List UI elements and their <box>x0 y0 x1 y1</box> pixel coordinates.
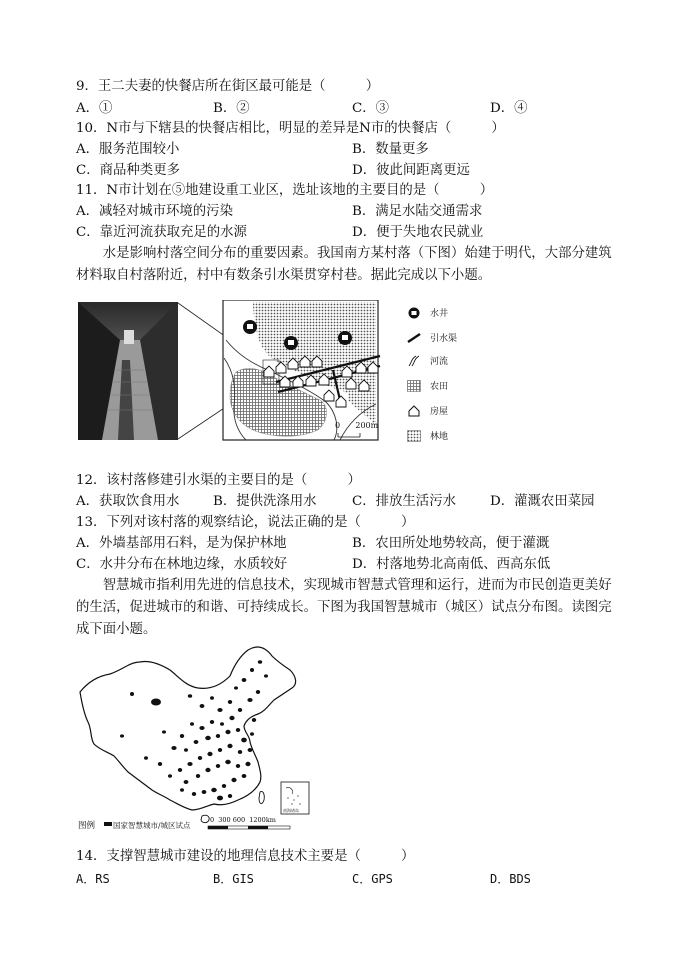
scale-label: 0 200m <box>335 421 379 430</box>
q14-stem: 14．支撑智慧城市建设的地理信息技术主要是（ ） <box>76 849 415 864</box>
q13-option-b: B．农田所处地势较高，便于灌溉 <box>352 536 550 551</box>
q12-option-b: B．提供洗涤用水 <box>213 494 317 509</box>
q11-option-a: A．减轻对城市环境的污染 <box>76 204 233 219</box>
china-map-figure <box>74 640 319 835</box>
legend-farmland-label: 农田 <box>430 382 449 392</box>
q9-stem: 9．王二夫妻的快餐店所在街区最可能是（ ） <box>76 79 380 94</box>
q13-stem: 13．下列对该村落的观察结论，说法正确的是（ ） <box>76 515 415 530</box>
q12-option-a: A．获取饮食用水 <box>76 494 180 509</box>
q14-option-a: A．RS <box>76 872 110 886</box>
q11-option-d: D．便于失地农民就业 <box>352 225 484 240</box>
legend-well-label: 水井 <box>430 309 449 319</box>
q13-option-a: A．外墙基部用石料，是为保护林地 <box>76 536 287 551</box>
farmland-icon <box>407 380 421 392</box>
q10-stem: 10．N市与下辖县的快餐店相比，明显的差异是N市的快餐店（ ） <box>76 121 505 136</box>
q10-option-d: D．彼此间距离更远 <box>352 163 470 178</box>
q9-option-d: D．④ <box>490 101 528 116</box>
legend-canal <box>407 331 457 344</box>
q11-option-b: B．满足水陆交通需求 <box>352 204 483 219</box>
china-map-svg <box>74 640 319 835</box>
forest-icon <box>407 430 421 442</box>
house-icon <box>407 405 421 417</box>
q13-option-c: C．水井分布在林地边缘，水质较好 <box>76 557 288 572</box>
q9-option-b: B．② <box>213 101 250 116</box>
legend-river-label: 河流 <box>430 357 449 367</box>
q9-option-c: C．③ <box>352 101 390 116</box>
village-legend <box>407 304 477 444</box>
legend-forest-label: 林地 <box>430 432 449 442</box>
pilot-legend-symbol <box>104 822 112 826</box>
alley-photo <box>78 302 178 440</box>
q12-option-c: C．排放生活污水 <box>352 494 456 509</box>
legend-river <box>407 354 448 367</box>
q13-option-d: D．村落地势北高南低、西高东低 <box>352 557 551 572</box>
inset-label: 南海诸岛 <box>283 808 299 813</box>
legend-house-label: 房屋 <box>430 407 449 417</box>
legend-forest <box>407 429 448 442</box>
passage-smart-city: 智慧城市指利用先进的信息技术，实现城市智慧式管理和运行，进而为市民创造更美好的生活，促进城市的和谐、可持续成长。下图为我国智慧城市（城区）试点分布图。读图完成下面小题。 <box>76 578 612 637</box>
china-outline <box>80 647 296 810</box>
legend-pilot-label: 国家智慧城市/城区试点 <box>113 821 191 830</box>
canal-icon <box>407 332 421 344</box>
q10-option-b: B．数量更多 <box>352 142 429 157</box>
q9-option-a: A．① <box>76 101 113 116</box>
q14-option-d: D．BDS <box>490 872 531 886</box>
river-icon <box>407 355 421 367</box>
well-icon <box>407 307 421 319</box>
q12-option-d: D．灌溉农田菜园 <box>490 494 595 509</box>
q11-option-c: C．靠近河流获取充足的水源 <box>76 225 247 240</box>
legend-canal-label: 引水渠 <box>430 334 458 344</box>
q14-option-c: C．GPS <box>352 872 393 886</box>
legend-well <box>407 306 448 319</box>
q10-option-a: A．服务范围较小 <box>76 142 180 157</box>
q10-option-c: C．商品种类更多 <box>76 163 180 178</box>
china-scale-label: 0 300 600 1200km <box>210 816 276 824</box>
china-scale-bar <box>208 826 290 829</box>
q11-stem: 11．N市计划在⑤地建设重工业区，选址该地的主要目的是（ ） <box>76 183 494 198</box>
passage-village: 水是影响村落空间分布的重要因素。我国南方某村落（下图）始建于明代，大部分建筑材料取自村落附近，村中有数条引水渠贯穿村巷。据此完成以下小题。 <box>76 246 612 283</box>
q12-stem: 12．该村落修建引水渠的主要目的是（ ） <box>76 473 361 488</box>
q14-option-b: B．GIS <box>213 872 254 886</box>
legend-house <box>407 404 448 417</box>
legend-farmland <box>407 379 448 392</box>
legend-title: 图例 <box>78 821 96 831</box>
